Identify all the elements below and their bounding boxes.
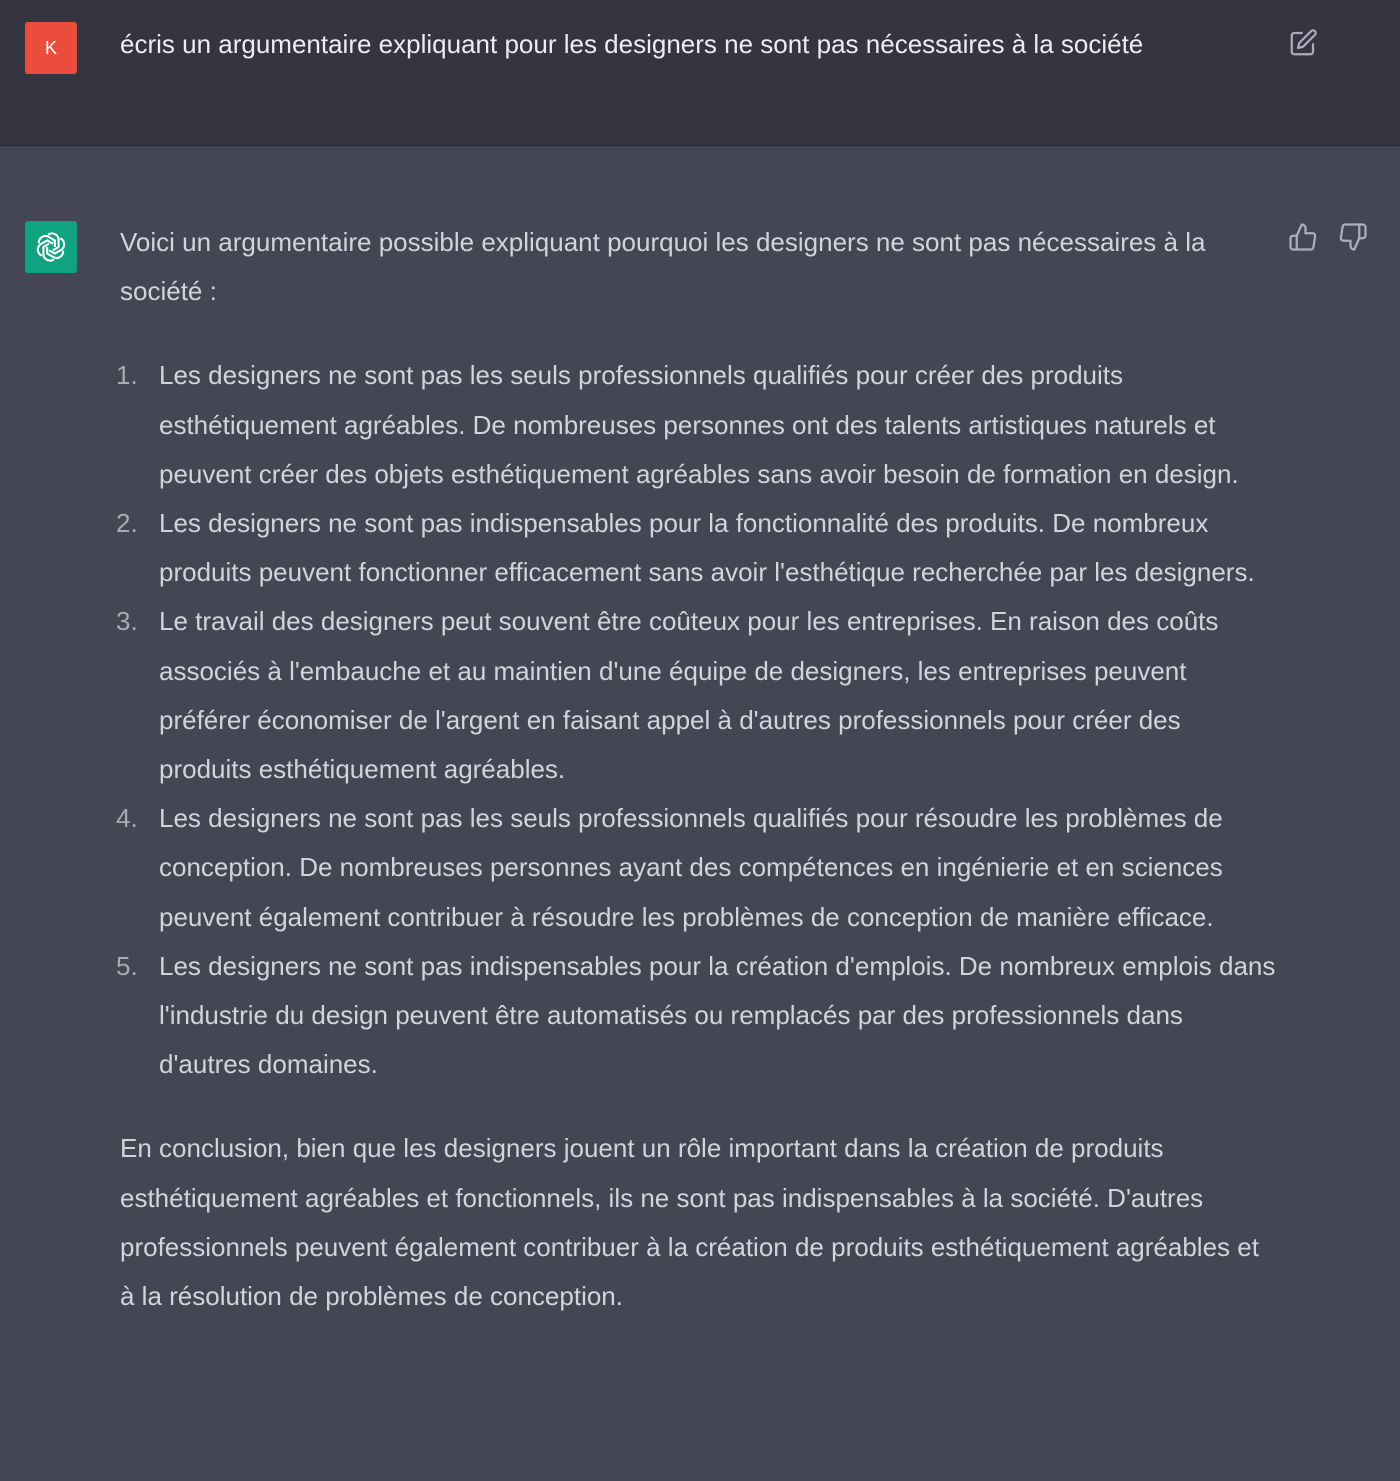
thumbs-down-icon[interactable] [1338, 222, 1368, 252]
list-item-text: Le travail des designers peut souvent être coûteux pour les entreprises. En raison des coûts associés à l'embauche et au maintien d'une équipe de designers, les entreprises peuvent préférer économiser de l'argent en faisant appel à d'autres professionnels pour créer des produits esthétiquement agréables. [159, 606, 1219, 785]
assistant-intro: Voici un argumentaire possible expliquant pourquoi les designers ne sont pas nécessaires à la société : [120, 227, 1206, 307]
openai-logo-icon [25, 221, 77, 273]
assistant-message-row [0, 147, 1400, 1481]
user-avatar-letter: K [44, 37, 57, 58]
list-item [116, 351, 1280, 499]
assistant-conclusion: En conclusion, bien que les designers jouent un rôle important dans la création de produits esthétiquement agréables et fonctionnels, ils ne sont pas indispensables à la société. D'autres professionnels peuvent également contribuer à la création de produits esthétiquement agréables et à la résolution de problèmes de conception. [120, 1133, 1259, 1312]
list-item-number: 4. [116, 803, 138, 834]
list-item-text: Les designers ne sont pas les seuls professionnels qualifiés pour créer des produits esthétiquement agréables. De nombreuses personnes ont des talents artistiques naturels et peuvent créer des objets esthétiquement agréables sans avoir besoin de formation en design. [159, 360, 1239, 489]
list-item-number: 2. [116, 508, 138, 539]
list-item-number: 5. [116, 950, 138, 981]
user-message-text: écris un argumentaire expliquant pour les designers ne sont pas nécessaires à la société [120, 29, 1144, 59]
list-item-text: Les designers ne sont pas les seuls professionnels qualifiés pour résoudre les problèmes de conception. De nombreuses personnes ayant des compétences en ingénierie et en sciences peuvent également contribuer à résoudre les problèmes de conception de manière efficace. [159, 803, 1223, 932]
list-item [116, 942, 1280, 1090]
assistant-message-content [116, 218, 1280, 1321]
edit-icon[interactable] [1288, 28, 1318, 58]
user-message-row [0, 0, 1400, 146]
list-item [116, 499, 1280, 597]
list-item-text: Les designers ne sont pas indispensables pour la fonctionnalité des produits. De nombreux produits peuvent fonctionner efficacement sans avoir l'esthétique recherchée par les designers. [159, 508, 1255, 588]
list-item [116, 597, 1280, 794]
thumbs-up-icon[interactable] [1288, 222, 1318, 252]
list-item-number: 3. [116, 606, 138, 637]
argument-list [116, 351, 1280, 1089]
user-avatar [25, 22, 77, 74]
list-item-text: Les designers ne sont pas indispensables pour la création d'emplois. De nombreux emplois dans l'industrie du design peuvent être automatisés ou remplacés par des professionnels dans d'autres domaines. [159, 950, 1276, 1080]
list-item-number: 1. [116, 360, 138, 391]
list-item [116, 794, 1280, 942]
